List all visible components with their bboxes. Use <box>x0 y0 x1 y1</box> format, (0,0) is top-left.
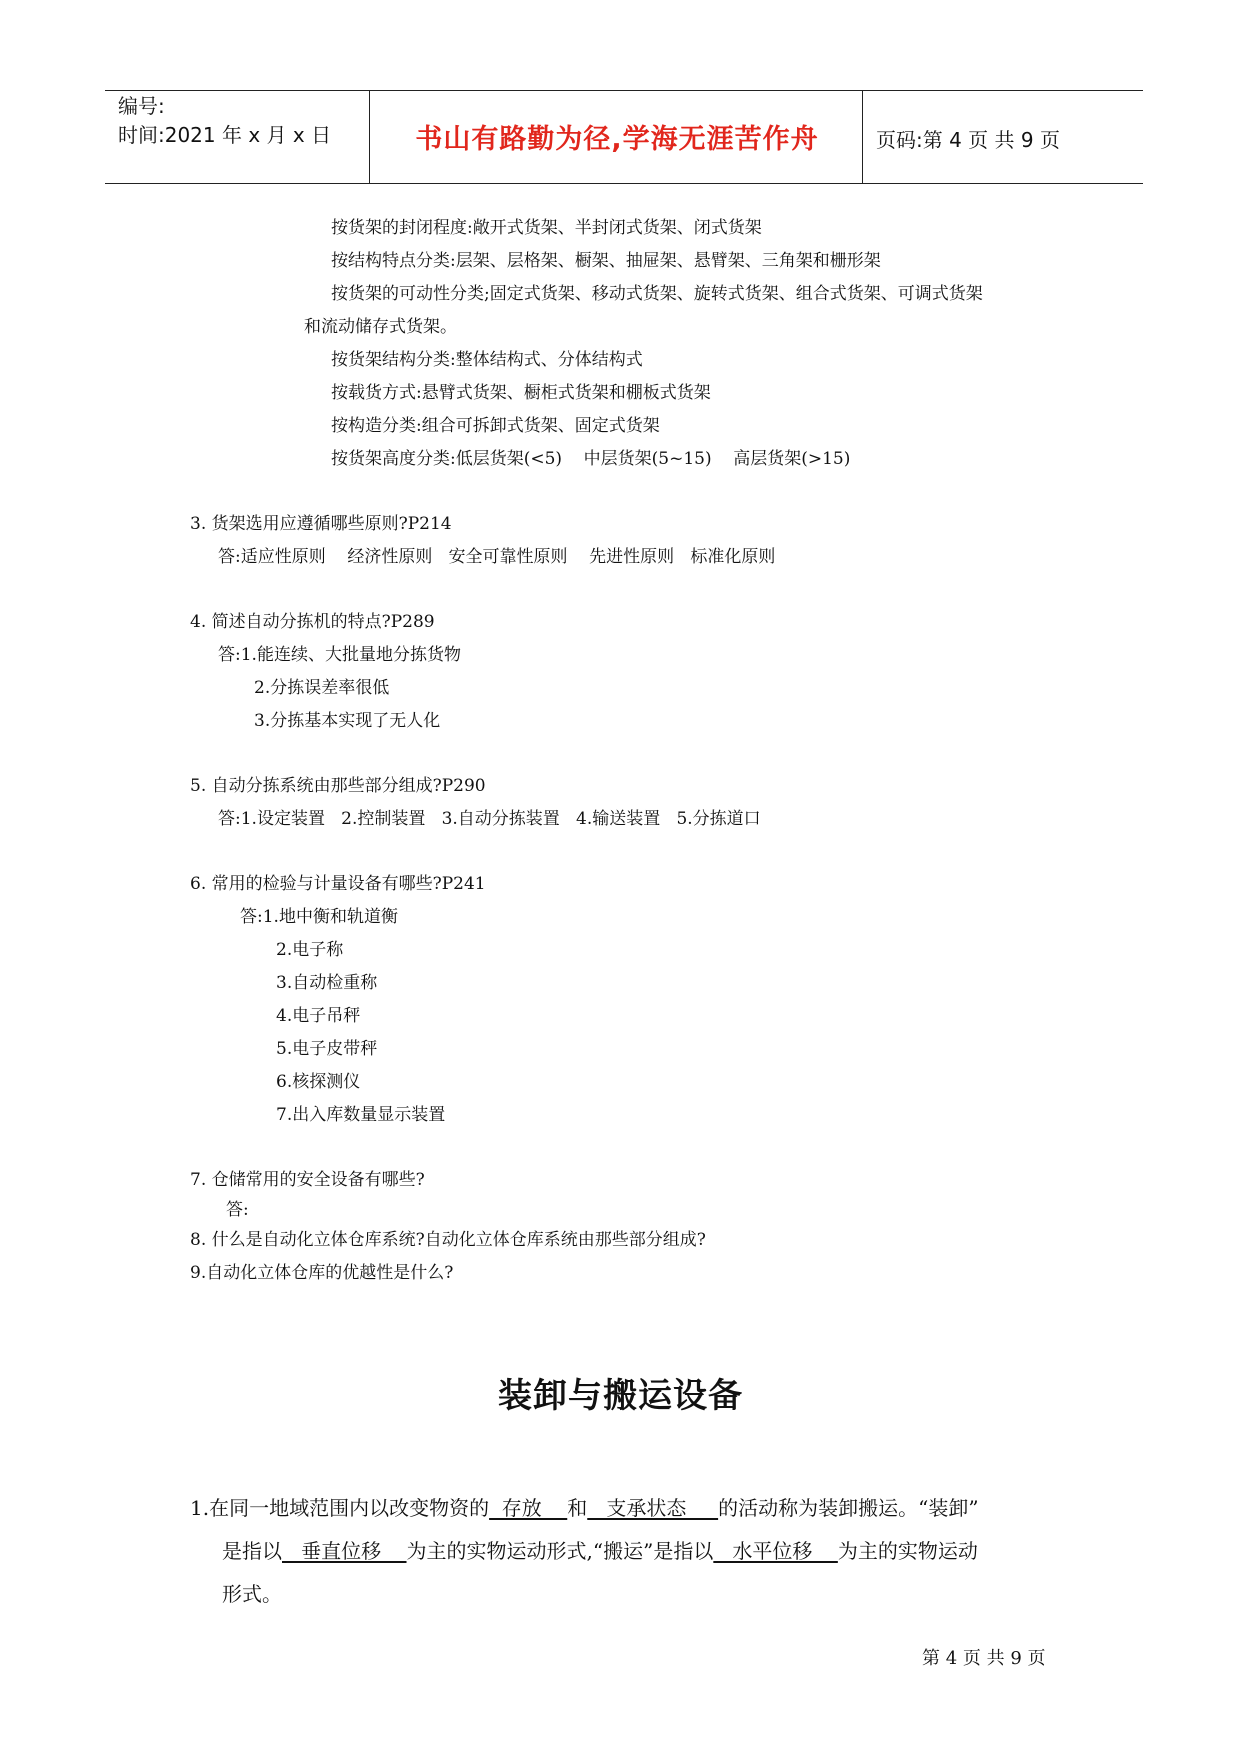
header-bottom-rule <box>105 183 1143 184</box>
answer-4-item: 2.分拣误差率很低 <box>254 678 390 698</box>
blank-answer: 水平位移 <box>713 1539 838 1563</box>
question-6: 6. 常用的检验与计量设备有哪些?P241 <box>190 874 486 894</box>
question-8: 8. 什么是自动化立体仓库系统?自动化立体仓库系统由那些部分组成? <box>190 1230 706 1250</box>
answer-6-item: 2.电子称 <box>276 940 344 960</box>
shelf-class-line: 按载货方式:悬臂式货架、橱柜式货架和棚板式货架 <box>331 383 711 403</box>
answer-6-item: 6.核探测仪 <box>276 1072 361 1092</box>
header-page-number: 页码:第 4 页 共 9 页 <box>876 128 1060 152</box>
question-7: 7. 仓储常用的安全设备有哪些? <box>190 1170 425 1190</box>
question-text: 是指以 <box>222 1539 282 1563</box>
answer-6-item: 5.电子皮带秤 <box>276 1039 378 1059</box>
question-text: 和 <box>567 1496 588 1520</box>
answer-6-item: 4.电子吊秤 <box>276 1006 361 1026</box>
shelf-class-line: 按结构特点分类:层架、层格架、橱架、抽屉架、悬臂架、三角架和栅形架 <box>331 251 881 271</box>
answer-4-item: 答:1.能连续、大批量地分拣货物 <box>218 645 461 665</box>
answer-3: 答:适应性原则 经济性原则 安全可靠性原则 先进性原则 标准化原则 <box>218 547 776 567</box>
question-text: 为主的实物运动形式,“搬运”是指以 <box>406 1539 714 1563</box>
question-3: 3. 货架选用应遵循哪些原则?P214 <box>190 514 452 534</box>
question-9: 9.自动化立体仓库的优越性是什么? <box>190 1263 454 1283</box>
blank-answer: 支承状态 <box>587 1496 719 1520</box>
answer-6-item: 7.出入库数量显示装置 <box>276 1105 446 1125</box>
header-divider-right <box>862 90 863 184</box>
section-title: 装卸与搬运设备 <box>498 1376 743 1416</box>
fill-in-question-1-line-2 <box>222 1537 978 1565</box>
shelf-class-line: 按货架高度分类:低层货架(<5) 中层货架(5~15) 高层货架(>15) <box>331 449 851 469</box>
header-top-rule <box>105 90 1143 91</box>
document-time-label: 时间:2021 年 x 月 x 日 <box>118 123 332 147</box>
document-number-label: 编号: <box>118 94 165 118</box>
shelf-class-line: 按货架的封闭程度:敞开式货架、半封闭式货架、闭式货架 <box>331 218 762 238</box>
answer-4-item: 3.分拣基本实现了无人化 <box>254 711 441 731</box>
fill-in-question-1-line-1 <box>190 1494 979 1522</box>
header-motto: 书山有路勤为径,学海无涯苦作舟 <box>415 124 819 155</box>
shelf-class-line: 按货架结构分类:整体结构式、分体结构式 <box>331 350 643 370</box>
answer-7: 答: <box>226 1200 249 1220</box>
blank-answer: 存放 <box>489 1496 568 1520</box>
question-5: 5. 自动分拣系统由那些部分组成?P290 <box>190 776 486 796</box>
answer-5: 答:1.设定装置 2.控制装置 3.自动分拣装置 4.输送装置 5.分拣道口 <box>218 809 761 829</box>
shelf-class-line: 和流动储存式货架。 <box>304 317 457 337</box>
fill-in-question-1-line-3: 形式。 <box>222 1582 282 1606</box>
header-divider-left <box>369 90 370 184</box>
header-meta <box>118 92 331 150</box>
answer-6-item: 3.自动检重称 <box>276 973 378 993</box>
question-text: 1.在同一地域范围内以改变物资的 <box>190 1496 490 1520</box>
question-4: 4. 简述自动分拣机的特点?P289 <box>190 612 435 632</box>
question-text: 为主的实物运动 <box>837 1539 978 1563</box>
shelf-class-line: 按货架的可动性分类;固定式货架、移动式货架、旋转式货架、组合式货架、可调式货架 <box>331 284 983 304</box>
shelf-class-line: 按构造分类:组合可拆卸式货架、固定式货架 <box>331 416 660 436</box>
page-footer: 第 4 页 共 9 页 <box>922 1648 1046 1669</box>
answer-6-item: 答:1.地中衡和轨道衡 <box>240 907 398 927</box>
question-text: 的活动称为装卸搬运。“装卸” <box>718 1496 979 1520</box>
blank-answer: 垂直位移 <box>282 1539 407 1563</box>
